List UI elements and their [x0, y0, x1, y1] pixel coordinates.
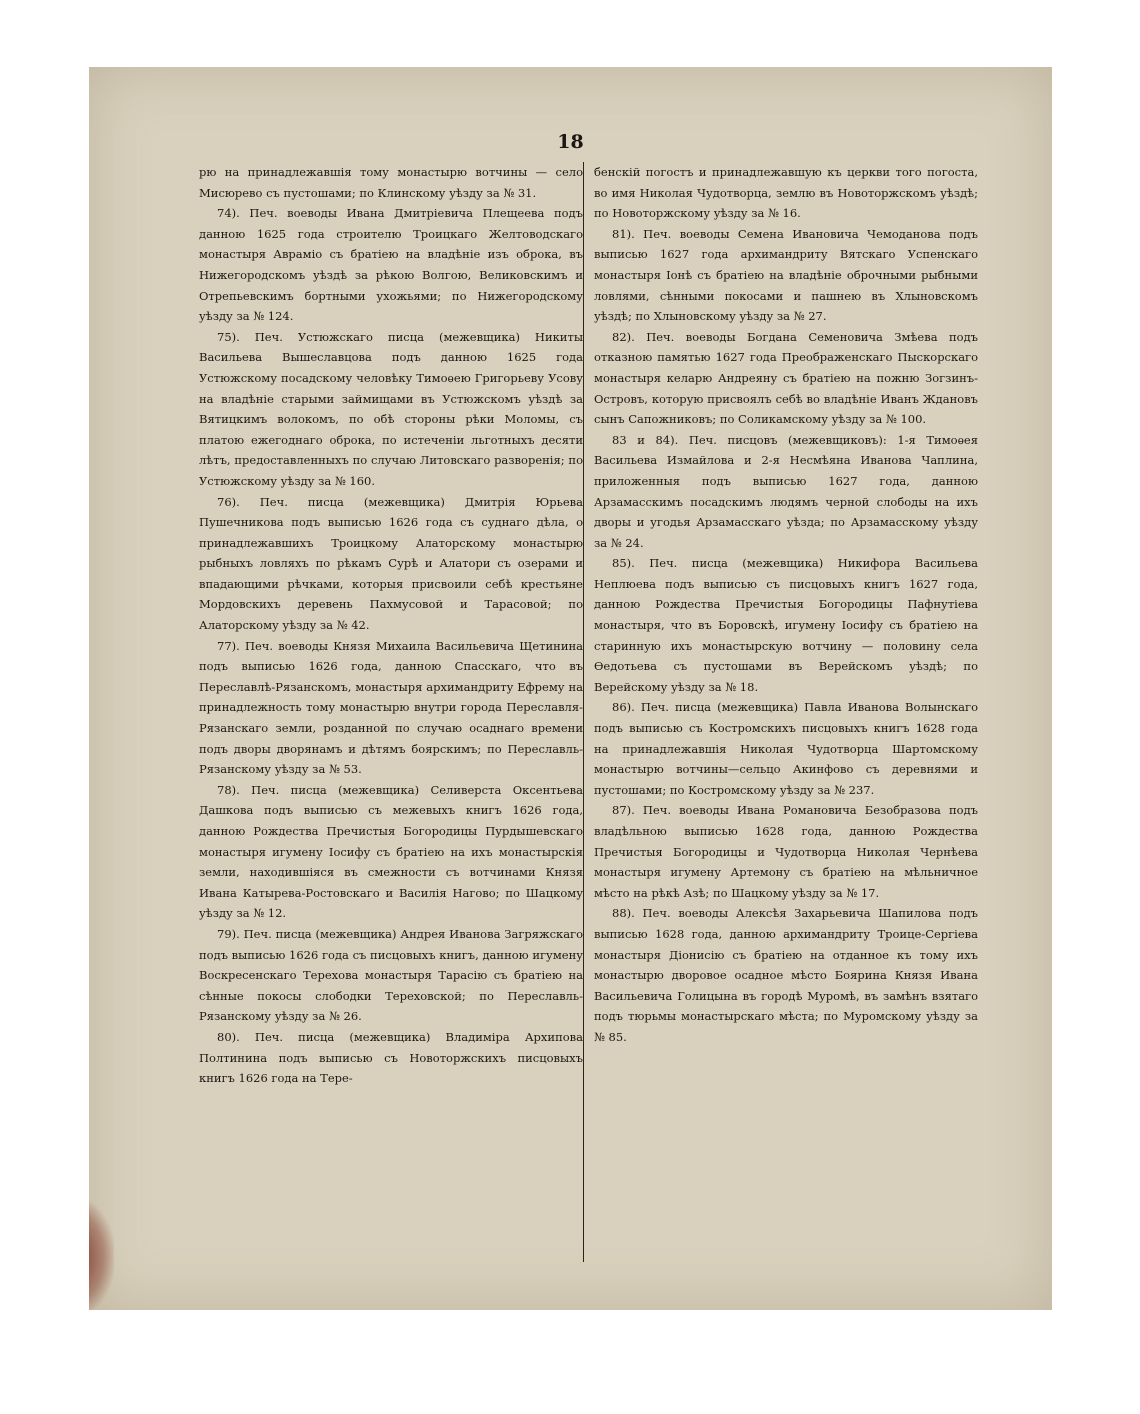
- text-paragraph: 81). Печ. воеводы Семена Ивановича Чемоданова подъ выписью 1627 года архимандриту Вятскаго Успенскаго монастыря Іонѣ съ братіею на владѣніе оброчными рыбными ловлями, сѣнными покосами и пашнею въ Хлыновскомъ уѣздѣ; по Хлыновскому уѣзду за № 27.: [594, 226, 978, 324]
- text-paragraph: 83 и 84). Печ. писцовъ (межевщиковъ): 1-я Тимоѳея Васильева Измайлова и 2-я Несмѣяна Иванова Чаплина, приложенныя подъ выписью 1627 года, данною Арзамасскимъ посадскимъ людямъ черной слободы на ихъ дворы и угодья Арзамасскаго уѣзда; по Арзамасскому уѣзду за № 24.: [594, 432, 978, 550]
- text-paragraph: 79). Печ. писца (межевщика) Андрея Иванова Загряжскаго подъ выписью 1626 года съ писцовыхъ книгъ, данною игумену Воскресенскаго Терехова монастыря Тарасію съ братіею на сѣнные покосы слободки Тереховской; по Переславль-Рязанскому уѣзду за № 26.: [199, 926, 583, 1024]
- book-page: [89, 67, 1052, 1310]
- text-paragraph: 78). Печ. писца (межевщика) Селиверста Оксентьева Дашкова подъ выписью съ межевыхъ книгъ 1626 года, данною Рождества Пречистыя Богородицы Пурдышевскаго монастыря игумену Іосифу съ братіею на ихъ монастырскія земли, находившіяся въ смежности съ вотчинами Князя Ивана Катырева-Ростовскаго и Василія Нагово; по Шацкому уѣзду за № 12.: [199, 782, 583, 921]
- text-paragraph: 80). Печ. писца (межевщика) Владиміра Архипова Полтинина подъ выписью съ Новоторжскихъ писцовыхъ книгъ 1626 года на Тере-: [199, 1029, 583, 1086]
- text-paragraph: бенскій погостъ и принадлежавшую къ церкви того погоста, во имя Николая Чудотворца, землю въ Новоторжскомъ уѣздѣ; по Новоторжскому уѣзду за № 16.: [594, 165, 978, 221]
- text-paragraph: 75). Печ. Устюжскаго писца (межевщика) Никиты Васильева Вышеславцова подъ данною 1625 года Устюжскому посадскому человѣку Тимоѳею Григорьеву Усову на владѣніе старыми займищами въ Устюжскомъ уѣздѣ за Вятицкимъ волокомъ, по обѣ стороны рѣки Моломы, съ платою ежегоднаго оброка, по истеченіи льготныхъ десяти лѣтъ, предоставленныхъ по случаю Литовскаго разворенія; по Устюжскому уѣзду за № 160.: [199, 329, 583, 488]
- text-paragraph: 86). Печ. писца (межевщика) Павла Иванова Волынскаго подъ выписью съ Костромскихъ писцовыхъ книгъ 1628 года на принадлежавшія Николая Чудотворца Шартомскому монастырю вотчины—сельцо Акинфово съ деревнями и пустошами; по Костромскому уѣзду за № 237.: [594, 700, 978, 797]
- text-paragraph: 82). Печ. воеводы Богдана Семеновича Змѣева подъ отказною памятью 1627 года Преображенскаго Пыскорскаго монастыря келарю Андреяну съ братіею на пожню Зогзинъ-Островъ, которую присвоялъ себѣ во владѣніе Иванъ Ждановъ сынъ Сапожниковъ; по Соликамскому уѣзду за № 100.: [594, 329, 978, 427]
- right-column: [594, 162, 978, 1048]
- page-edge-stain: [89, 1197, 114, 1310]
- text-paragraph: рю на принадлежавшія тому монастырю вотчины — село Мисюрево съ пустошами; по Клинскому уѣзду за № 31.: [199, 165, 583, 200]
- column-divider: [583, 162, 584, 1262]
- page-number: 18: [557, 131, 584, 153]
- text-paragraph: 77). Печ. воеводы Князя Михаила Васильевича Щетинина подъ выписью 1626 года, данною Спасскаго, что въ Переславлѣ-Рязанскомъ, монастыря архимандриту Ефрему на принадлежность тому монастырю внутри города Переславля-Рязанскаго земли, розданной по случаю осаднаго времени подъ дворы дворянамъ и дѣтямъ боярскимъ; по Переславль-Рязанскому уѣзду за № 53.: [199, 638, 583, 777]
- text-paragraph: 87). Печ. воеводы Ивана Романовича Безобразова подъ владѣльною выписью 1628 года, данною Рождества Пречистыя Богородицы и Чудотворца Николая Чернѣева монастыря игумену Артемону съ братіею на мѣльничное мѣсто на рѣкѣ Азѣ; по Шацкому уѣзду за № 17.: [594, 803, 978, 900]
- left-column: [199, 162, 583, 1089]
- text-paragraph: 76). Печ. писца (межевщика) Дмитрія Юрьева Пушечникова подъ выписью 1626 года съ суднаго дѣла, о принадлежавшихъ Троицкому Алаторскому монастырю рыбныхъ ловляхъ по рѣкамъ Сурѣ и Алатори съ озерами и впадающими рѣчками, которыя присвоили себѣ крестьяне Мордовскихъ деревень Пахмусовой и Тарасовой; по Алаторскому уѣзду за № 42.: [199, 494, 583, 633]
- text-paragraph: 74). Печ. воеводы Ивана Дмитріевича Плещеева подъ данною 1625 года строителю Троицкаго Желтоводскаго монастыря Авраміо съ братіею на владѣніе изъ оброка, въ Нижегородскомъ уѣздѣ за рѣкою Волгою, Великовскимъ и Отрепьевскимъ бортными ухожьями; по Нижегородскому уѣзду за № 124.: [199, 206, 583, 324]
- text-paragraph: 88). Печ. воеводы Алексѣя Захарьевича Шапилова подъ выписью 1628 года, данною архимандриту Троице-Сергіева монастыря Діонисію съ братіею на отданное къ тому ихъ монастырю дворовое осадное мѣсто Боярина Князя Ивана Васильевича Голицына въ городѣ Муромѣ, въ замѣнъ взятаго подъ тюрьмы монастырскаго мѣста; по Муромскому уѣзду за № 85.: [594, 906, 978, 1044]
- text-paragraph: 85). Печ. писца (межевщика) Никифора Васильева Неплюева подъ выписью съ писцовыхъ книгъ 1627 года, данною Рождества Пречистыя Богородицы Пафнутіева монастыря, что въ Боровскѣ, игумену Іосифу съ братіею на старинную ихъ монастырскую вотчину — половину села Ѳедотьева съ пустошами въ Верейскомъ уѣздѣ; по Верейскому уѣзду за № 18.: [594, 556, 978, 694]
